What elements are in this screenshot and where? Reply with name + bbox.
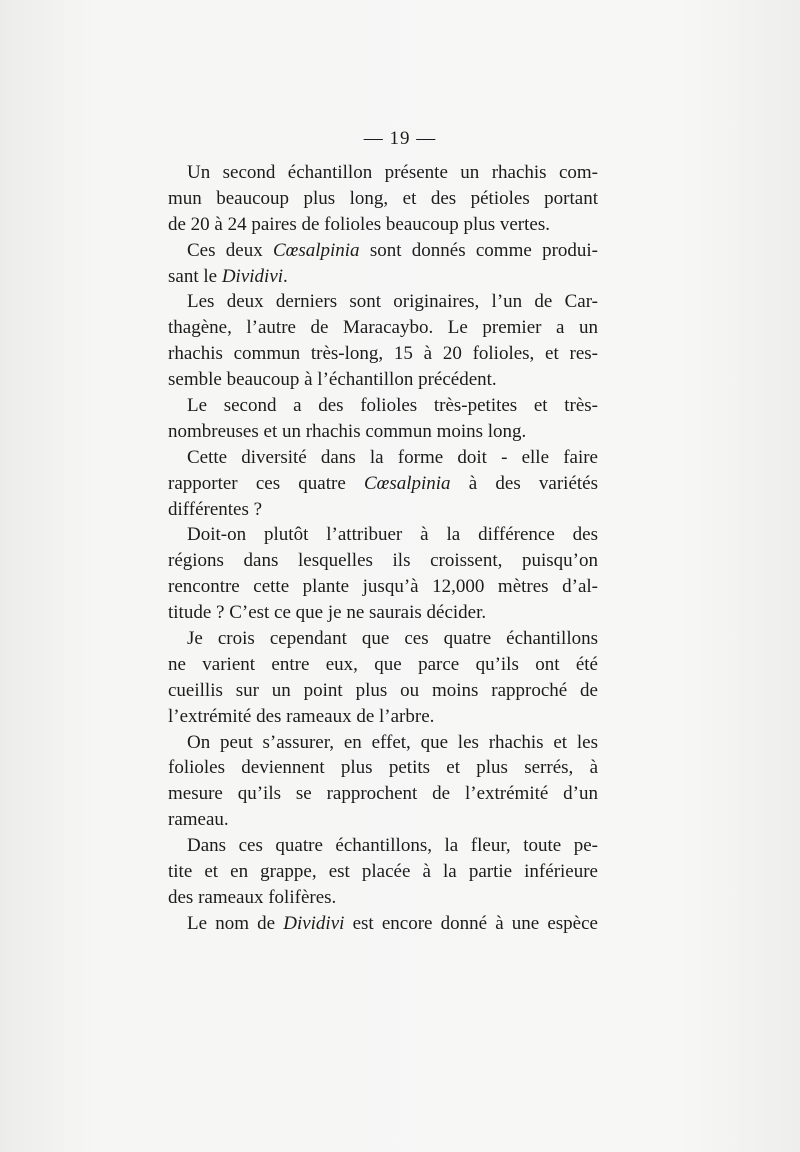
text-run: de 20 à 24 paires de folioles beaucoup plus vertes. [168, 213, 550, 235]
text-line [168, 212, 598, 238]
text-run: des rameaux folifères. [168, 886, 337, 908]
text-line [168, 289, 598, 315]
text-run: ne varient entre eux, que parce qu’ils ont été [168, 653, 598, 675]
text-line [168, 315, 598, 341]
text-line [168, 497, 598, 523]
text-run: Un second échantillon présente un rhachis com- [187, 162, 598, 183]
text-run: folioles deviennent plus petits et plus serrés, à [168, 757, 598, 779]
text-run: Les deux derniers sont originaires, l’un de Car- [187, 291, 598, 313]
text-run: sont donnés comme produi- [359, 239, 599, 261]
text-line [168, 704, 598, 730]
italic-term: Dividivi [221, 265, 284, 287]
text-line [168, 393, 598, 419]
text-run: l’extrémité des rameaux de l’arbre. [168, 705, 435, 727]
text-line [168, 859, 598, 885]
text-line [168, 367, 598, 393]
text-line [168, 471, 598, 497]
text-run: est encore donné à une espèce [344, 912, 598, 934]
text-line [168, 678, 598, 704]
italic-term: Cœsalpinia [363, 472, 451, 494]
text-run: tite et en grappe, est placée à la partie inférieure [168, 861, 598, 883]
text-run: sant le [168, 265, 222, 287]
text-run: mesure qu’ils se rapprochent de l’extrémité d’un [168, 783, 598, 805]
text-run: Cette diversité dans la forme doit - elle faire [187, 446, 598, 468]
text-line [168, 730, 598, 756]
text-run: à des variétés [450, 472, 598, 494]
text-run: Le second a des folioles très-petites et très- [187, 395, 598, 417]
text-run: Ces deux [187, 239, 273, 261]
text-run: thagène, l’autre de Maracaybo. Le premier a un [168, 317, 598, 339]
text-line [168, 548, 598, 574]
text-run: cueillis sur un point plus ou moins rapproché de [168, 679, 598, 701]
text-line [168, 652, 598, 678]
text-line [168, 419, 598, 445]
text-run: mun beaucoup plus long, et des pétioles portant [168, 187, 598, 209]
text-run: régions dans lesquelles ils croissent, puisqu’on [168, 550, 598, 572]
text-run: rapporter ces quatre [168, 472, 364, 494]
body-text [168, 160, 598, 937]
text-run: titude ? C’est ce que je ne saurais décider. [168, 602, 487, 624]
text-run: nombreuses et un rhachis commun moins long. [168, 420, 527, 442]
text-line [168, 911, 598, 937]
text-line [168, 885, 598, 911]
text-run: semble beaucoup à l’échantillon précédent. [168, 369, 497, 391]
text-line [168, 341, 598, 367]
text-run: . [283, 265, 288, 287]
text-run: rameau. [168, 809, 229, 831]
text-run: Dans ces quatre échantillons, la fleur, toute pe- [187, 835, 598, 857]
text-line [168, 807, 598, 833]
text-run: Le nom de [187, 912, 284, 934]
text-run: Je crois cependant que ces quatre échantillons [187, 628, 598, 650]
text-line [168, 160, 598, 186]
text-line [168, 600, 598, 626]
text-line [168, 781, 598, 807]
text-line [168, 264, 598, 290]
italic-term: Cœsalpinia [272, 239, 360, 261]
text-run: Doit-on plutôt l’attribuer à la différence des [187, 524, 598, 546]
text-line [168, 238, 598, 264]
page-number: — 19 — [363, 128, 437, 149]
text-line [168, 445, 598, 471]
text-run: différentes ? [168, 498, 263, 520]
italic-term: Dividivi [283, 912, 345, 934]
text-run: rhachis commun très-long, 15 à 20 folioles, et res- [168, 343, 598, 365]
text-line [168, 755, 598, 781]
text-line [168, 186, 598, 212]
text-run: On peut s’assurer, en effet, que les rhachis et les [187, 731, 598, 753]
text-line [168, 833, 598, 859]
text-line [168, 574, 598, 600]
text-line [168, 626, 598, 652]
text-line [168, 522, 598, 548]
text-run: rencontre cette plante jusqu’à 12,000 mètres d’al- [168, 576, 598, 598]
